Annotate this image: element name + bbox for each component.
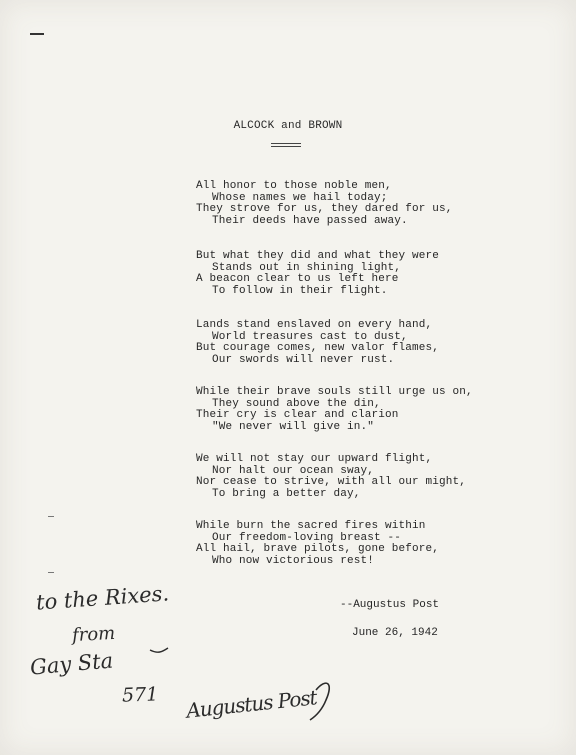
poem-title: ALCOCK and BROWN — [233, 120, 343, 132]
inscription-line: 571 — [121, 683, 159, 707]
poem-line: Whose names we hail today; — [212, 191, 388, 204]
poem-date: June 26, 1942 — [352, 627, 438, 639]
poem-line: But what they did and what they were — [196, 250, 440, 262]
poem-line: Our freedom-loving breast -- — [212, 531, 402, 544]
poem-line: To bring a better day, — [212, 487, 361, 500]
poem-line: Their deeds have passed away. — [212, 214, 408, 227]
poem-line: To follow in their flight. — [212, 284, 388, 297]
poem-line: Nor cease to strive, with all our might, — [196, 476, 467, 488]
poem-line: We will not stay our upward flight, — [196, 453, 433, 465]
handwritten-signature: Augustus Post — [185, 685, 318, 723]
poem-line: Nor halt our ocean sway, — [212, 464, 375, 477]
poem-line: A beacon clear to us left here — [196, 273, 399, 285]
inscription-line: from — [71, 622, 116, 647]
poem-line: Lands stand enslaved on every hand, — [196, 319, 433, 331]
poem-line: They strove for us, they dared for us, — [196, 203, 453, 215]
poem-line: All honor to those noble men, — [196, 180, 392, 192]
poem-line: But courage comes, new valor flames, — [196, 342, 440, 354]
poem-line: World treasures cast to dust, — [212, 330, 408, 343]
poem-line: Who now victorious rest! — [212, 554, 375, 567]
poem-line: "We never will give in." — [212, 420, 375, 433]
poem-line: Their cry is clear and clarion — [196, 409, 399, 421]
poem-line: While burn the sacred fires within — [196, 520, 426, 532]
poem-line: Stands out in shining light, — [212, 261, 402, 274]
poem-line: They sound above the din, — [212, 397, 381, 410]
poem-line: Our swords will never rust. — [212, 353, 395, 366]
poem-line: While their brave souls still urge us on, — [196, 386, 473, 398]
poem-line: All hail, brave pilots, gone before, — [196, 543, 440, 555]
inscription-line: Gay Sta — [29, 648, 115, 680]
inscription-line: to the Rixes. — [35, 581, 170, 615]
author-signature-line: --Augustus Post — [340, 599, 440, 611]
